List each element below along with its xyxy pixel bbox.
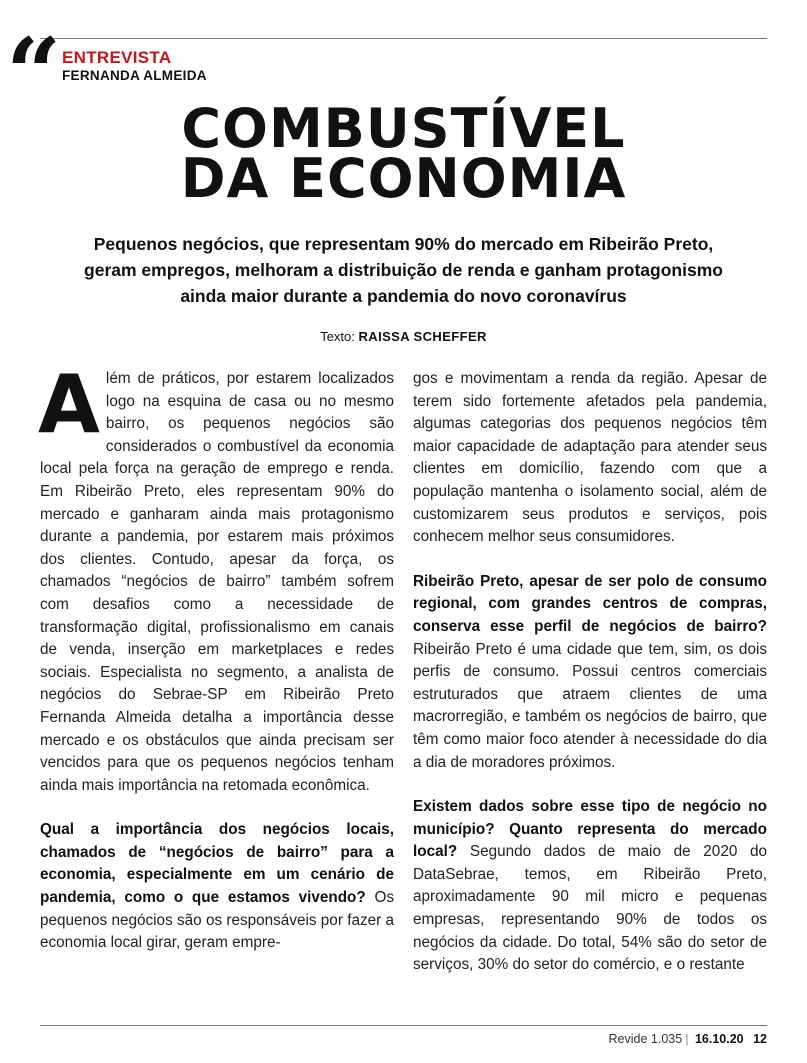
- answer-3: Segundo dados de maio de 2020 do DataSebrae, temos, em Ribeirão Preto, aproximadamente 90 mil micro e pequenas empresas, representando 90% de todos os negócios da cidade. Do total, 54% são do setor de serviços, 30% do setor do comércio, e o restante: [413, 843, 768, 974]
- deck: Pequenos negócios, que representam 90% do mercado em Ribeirão Preto, geram empregos, melhoram a distribuição de renda e ganham protagonismo ainda maior durante a pandemia do novo coronavírus: [84, 234, 723, 306]
- intro-text: lém de práticos, por estarem localizados logo na esquina de casa ou no mesmo bairro, os pequenos negócios são considerados o combustível da economia local pela força na geração de emprego e renda. Em Ribeirão Preto, eles representam 90% do mercado e ganharam ainda mais protagonismo durante a pandemia, por estarem mais próximos dos clientes. Contudo, apesar da força, os chamados “negócios de bairro” também sofrem com desafios como a necessidade de transformação digital, profissionalismo em canais de venda, inserção em marketplaces e redes sociais. Especialista no segmento, a analista de negócios do Sebrae-SP em Ribeirão Preto Fernanda Almeida detalha a importância desse mercado e os obstáculos que ainda precisam ser vencidos para que os pequenos negócios tenham ainda mais importância na retomada econômica.: [40, 370, 394, 794]
- bottom-rule: [40, 1025, 767, 1026]
- page-number: 12: [753, 1032, 767, 1046]
- question-1: Qual a importância dos negócios locais, chamados de “negócios de bairro” para a economia, especialmente em um cenário de pandemia, como o que estamos vivendo?: [40, 821, 394, 907]
- footer-issue: Revide 1.035: [608, 1032, 683, 1046]
- footer-date: 16.10.20: [694, 1032, 744, 1046]
- answer-2: Ribeirão Preto é uma cidade que tem, sim, os dois perfis de consumo. Possui centros comerciais estruturados que atraem clientes de uma macrorregião, e também os negócios de bairro, que têm como maior foco atender à necessidade do dia a dia de moradores próximos.: [413, 640, 767, 771]
- intro-paragraph: [38, 358, 394, 797]
- qa-paragraph-3: [413, 796, 767, 977]
- answer-1-start: Os pequenos negócios são os responsáveis por fazer a economia local girar, geram empre-: [40, 889, 395, 952]
- byline: [0, 329, 807, 344]
- qa-paragraph-1: [40, 819, 394, 955]
- article-column-left: [38, 358, 395, 955]
- page-footer: [609, 1032, 767, 1046]
- section-label: ENTREVISTA: [62, 48, 172, 67]
- headline-line-2: DA ECONOMIA: [180, 147, 627, 210]
- article-column-right: [413, 368, 767, 977]
- interviewee-name: FERNANDA ALMEIDA: [62, 68, 207, 83]
- byline-label: Texto:: [320, 329, 355, 344]
- question-3: Existem dados sobre esse tipo de negócio no município? Quanto representa do mercado local?: [413, 798, 767, 861]
- footer-separator: |: [685, 1032, 689, 1046]
- byline-author: RAISSA SCHEFFER: [358, 329, 487, 344]
- headline-line-1: COMBUSTÍVEL: [181, 97, 626, 160]
- quote-mark-icon: “: [6, 17, 56, 130]
- drop-cap: A: [38, 358, 100, 451]
- question-2: Ribeirão Preto, apesar de ser polo de consumo regional, com grandes centros de compras, conserva esse perfil de negócios de bairro?: [413, 572, 767, 635]
- answer-1-continued: gos e movimentam a renda da região. Apesar de terem sido fortemente afetados pela pandemia, algumas categorias dos pequenos negócios têm maior capacidade de adaptação para atender seus clientes em domicílio, fazendo com que a população mantenha o isolamento social, além de customizarem seus produtos e serviços, pois conhecem melhor seus consumidores.: [413, 370, 767, 546]
- qa-paragraph-2: [413, 571, 767, 774]
- top-rule: [40, 38, 767, 39]
